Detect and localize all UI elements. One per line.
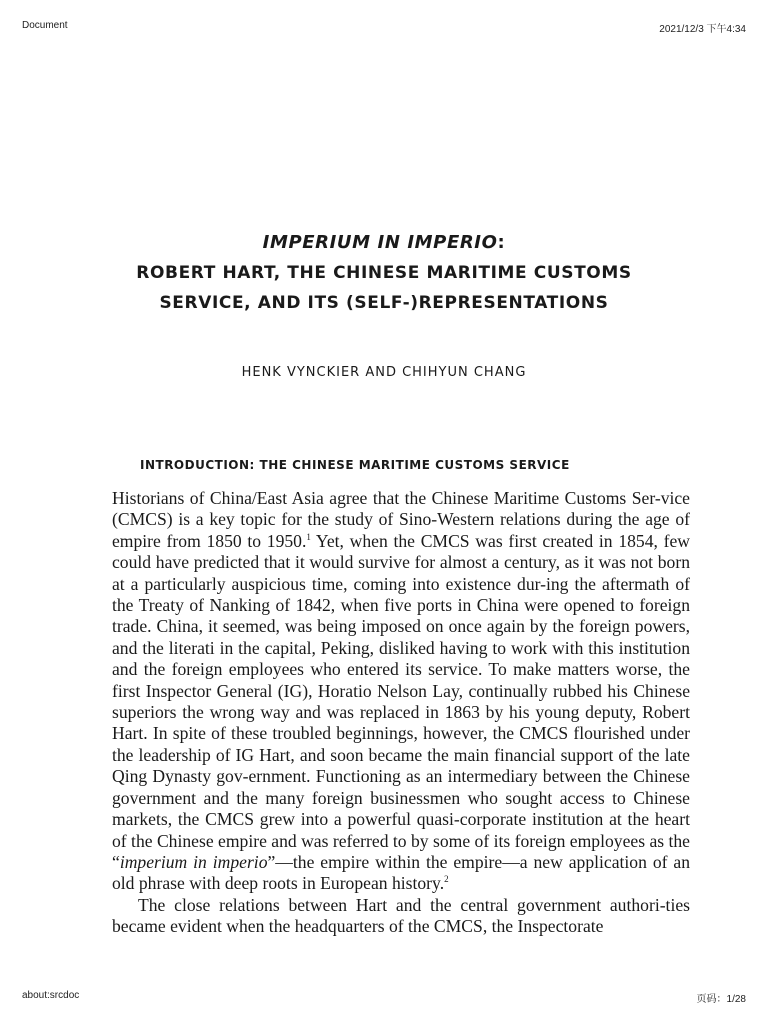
body-text [112,488,690,938]
print-header-title: Document [22,20,68,31]
title-italic-phrase: IMPERIUM IN IMPERIO [262,232,498,253]
title-line-1 [80,228,688,258]
print-header [22,20,746,35]
italic-phrase: imperium in imperio [119,851,268,872]
page-number: 页码：1/28 [696,994,746,1005]
paragraph-2: The close relations between Hart and the central government authori-ties became evident when the headquarters of the CMCS, the Inspectorate [112,894,690,937]
footnote-ref-2[interactable]: 2 [444,874,449,885]
print-header-timestamp: 2021/12/3 下午4:34 [659,24,746,35]
print-footer-url: about:srcdoc [22,990,80,1001]
title-colon: : [497,232,506,253]
title-line-2: ROBERT HART, THE CHINESE MARITIME CUSTOMS [136,263,632,283]
paragraph-1 [112,488,690,895]
paragraph-1-part-1: Historians of China/East Asia agree that the Chinese Maritime Customs Ser-vice (CMCS) is a key topic for the study of Sino-Western relations during the age of empire from 1850 to 1950. [112,488,690,551]
print-footer [22,990,746,1005]
author-line: HENK VYNCKIER AND CHIHYUN CHANG [241,365,527,380]
paragraph-1-part-2: Yet, when the CMCS was first created in 1854, few could have predicted that it would survive for almost a century, as it was not born at a particularly auspicious time, coming into existence dur-ing the aftermath of the Treaty of Nanking of 1842, when five ports in China were opened to foreign trade. China, it seemed, was being imposed on once again by the foreign powers, and the literati in the capital, Peking, disliked having to work with this institution and the foreign employees who entered its service. To make matters worse, the first Inspector General (IG), Horatio Nelson Lay, continually rubbed his Chinese superiors the wrong way and was replaced in 1863 by his young deputy, Robert Hart. In spite of these troubled beginnings, however, the CMCS flourished under the leadership of IG Hart, and soon became the main financial support of the late Qing Dynasty gov-ernment. Functioning as an intermediary between the Chinese government and the many foreign businessmen who sought access to Chinese markets, the CMCS grew into a powerful quasi-corporate institution at the heart of the Chinese empire and was referred to by some of its foreign employees as the “ [112,530,690,872]
article-title [80,228,688,318]
section-heading: INTRODUCTION: THE CHINESE MARITIME CUSTOMS SERVICE [140,458,570,472]
footnote-ref-1[interactable]: 1 [306,531,311,542]
title-line-3: SERVICE, AND ITS (SELF-)REPRESENTATIONS [159,293,609,313]
paragraph-1-part-3: ”—the empire within the empire—a new application of an old phrase with deep roots in European history. [112,851,690,894]
